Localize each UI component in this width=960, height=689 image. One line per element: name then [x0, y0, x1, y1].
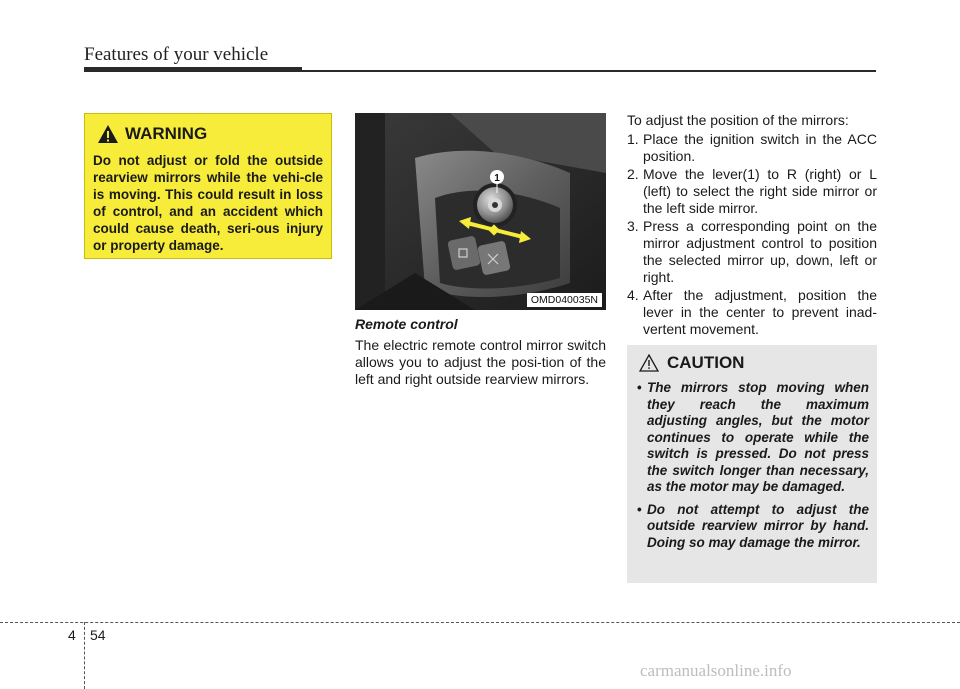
section-caption: Remote control — [355, 316, 458, 332]
step-number: 4. — [627, 287, 639, 303]
header-title: Features of your vehicle — [84, 44, 269, 65]
lever-callout: 1 — [494, 173, 500, 184]
caution-heading — [639, 353, 869, 373]
caution-list — [637, 380, 869, 551]
step-text: Move the lever(1) to R (right) or L (left) to select the right side mirror or the left side mirror. — [643, 166, 877, 216]
step-text: Place the ignition switch in the ACC position. — [643, 131, 877, 164]
step-number: 3. — [627, 218, 639, 234]
caution-bullet: • — [637, 380, 642, 395]
instruction-steps — [627, 131, 877, 339]
watermark: carmanualsonline.info — [640, 661, 792, 680]
step-item — [627, 287, 877, 338]
caution-text: The mirrors stop moving when they reach the maximum adjusting angles, but the motor continues to operate while the switch is pressed. Do not press the switch longer than necessary, as the motor may be damaged. — [647, 380, 869, 494]
caution-text: Do not attempt to adjust the outside rearview mirror by hand. Doing so may damage the mirror. — [647, 501, 869, 550]
figure-code: OMD040035N — [527, 293, 602, 307]
step-item — [627, 166, 877, 217]
footer-rule — [0, 622, 960, 623]
header-rule-thin — [302, 70, 876, 72]
footer-divider — [84, 622, 85, 689]
caution-icon — [639, 354, 659, 372]
caution-box — [627, 345, 877, 583]
step-number: 1. — [627, 131, 639, 147]
step-text: After the adjustment, position the lever in the center to prevent inad-vertent movement. — [643, 287, 877, 337]
page-number: 54 — [90, 627, 106, 643]
mirror-switch-photo — [355, 113, 606, 310]
instructions-intro: To adjust the position of the mirrors: — [627, 112, 849, 128]
step-item — [627, 218, 877, 286]
caution-item — [637, 380, 869, 496]
chapter-number: 4 — [68, 627, 76, 643]
section-body: The electric remote control mirror switch allows you to adjust the posi-tion of the left and right outside rearview mirrors. — [355, 337, 606, 387]
warning-title: WARNING — [125, 124, 208, 143]
warning-heading — [97, 124, 323, 144]
step-number: 2. — [627, 166, 639, 182]
warning-text: Do not adjust or fold the outside rearview mirrors while the vehi-cle is moving. This could result in loss of control, and an accident which could cause death, seri-ous injury or property damage. — [93, 153, 323, 253]
caution-bullet: • — [637, 501, 642, 517]
warning-box — [84, 113, 332, 259]
mirror-switch-figure — [355, 113, 606, 310]
step-item — [627, 131, 877, 165]
caution-title: CAUTION — [667, 353, 745, 372]
step-text: Press a corresponding point on the mirror adjustment control to position the selected mirror up, down, left or right. — [643, 218, 877, 285]
header-rule-thick — [84, 67, 302, 72]
warning-icon — [97, 124, 119, 144]
caution-item — [637, 502, 869, 552]
